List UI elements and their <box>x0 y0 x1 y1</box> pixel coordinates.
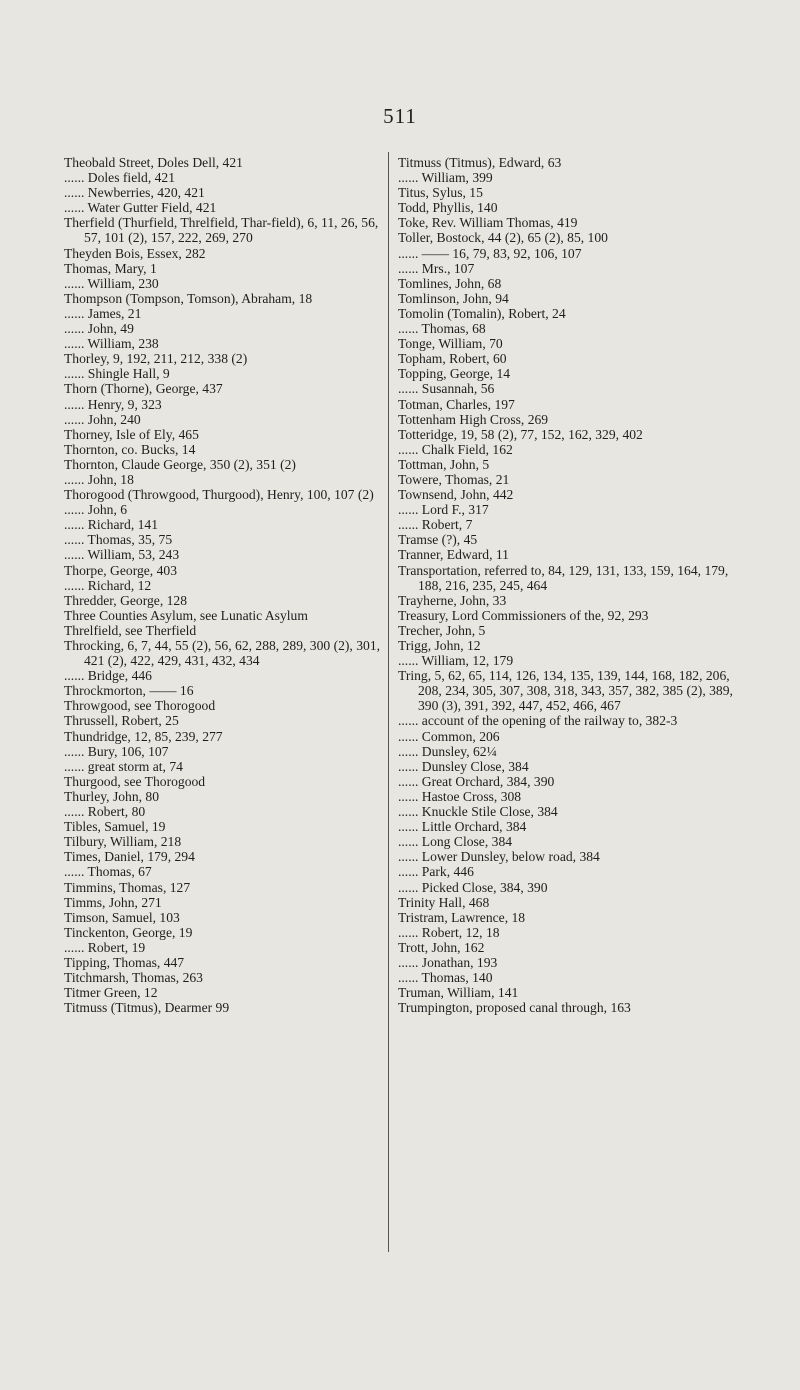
index-entry: Tonge, William, 70 <box>398 336 503 352</box>
index-entry: Therfield (Thurfield, Threlfield, Thar-field), 6, 11, 26, 56, 57, 101 (2), 157, 222, 269, 270 <box>64 215 379 246</box>
index-entry: ...... Dunsley, 62¼ <box>398 743 497 759</box>
index-entry: Trott, John, 162 <box>398 939 485 955</box>
index-entry: ...... Robert, 80 <box>64 804 146 820</box>
index-entry: ...... Richard, 141 <box>64 517 159 533</box>
index-entry: Totman, Charles, 197 <box>398 396 515 412</box>
index-column-right <box>398 155 736 1015</box>
index-entry: Tottman, John, 5 <box>398 456 490 472</box>
index-entry: Tring, 5, 62, 65, 114, 126, 134, 135, 139, 144, 168, 182, 206, 208, 234, 305, 307, 308, 318, 343, 357, 382, 385 (2), 389, 390 (3), 391, 392, 447, 452, 466, 467 <box>398 668 733 714</box>
index-entry: Topham, Robert, 60 <box>398 351 507 367</box>
index-column-left <box>64 155 384 1015</box>
index-entry: Threlfield, see Therfield <box>64 622 197 638</box>
index-entry: Thundridge, 12, 85, 239, 277 <box>64 728 223 744</box>
index-entry: ...... Robert, 12, 18 <box>398 924 500 940</box>
index-entry: Throwgood, see Thorogood <box>64 698 216 714</box>
index-entry: Tristram, Lawrence, 18 <box>398 909 526 925</box>
index-entry: Titus, Sylus, 15 <box>398 185 483 201</box>
index-entry: ...... William, 53, 243 <box>64 547 180 563</box>
index-entry: Thomas, Mary, 1 <box>64 260 157 276</box>
index-entry: Townsend, John, 442 <box>398 487 514 503</box>
index-entry: Toke, Rev. William Thomas, 419 <box>398 215 578 231</box>
index-entry: ...... Mrs., 107 <box>398 260 475 276</box>
index-entry: Throcking, 6, 7, 44, 55 (2), 56, 62, 288, 289, 300 (2), 301, 421 (2), 422, 429, 431, 432, 434 <box>64 638 381 669</box>
index-entry: ...... Richard, 12 <box>64 577 152 593</box>
index-entry: Three Counties Asylum, see Lunatic Asylum <box>64 607 308 623</box>
index-entry: Times, Daniel, 179, 294 <box>64 849 195 865</box>
index-entry: Titmuss (Titmus), Dearmer 99 <box>64 1000 230 1016</box>
index-entry: Tomolin (Tomalin), Robert, 24 <box>398 305 566 321</box>
index-entry: Tramse (?), 45 <box>398 532 478 548</box>
index-entry: Throckmorton, —— 16 <box>64 683 194 699</box>
index-entry: ...... Water Gutter Field, 421 <box>64 200 217 216</box>
index-entry: ...... Great Orchard, 384, 390 <box>398 773 555 789</box>
index-entry: ...... William, 230 <box>64 275 159 291</box>
index-entry: ...... Thomas, 67 <box>64 864 152 880</box>
index-entry: Tomlinson, John, 94 <box>398 290 509 306</box>
index-entry: ...... Robert, 19 <box>64 939 146 955</box>
index-entry: Trinity Hall, 468 <box>398 894 490 910</box>
index-entry: ...... John, 240 <box>64 411 141 427</box>
index-entry: Tottenham High Cross, 269 <box>398 411 549 427</box>
index-entry: ...... John, 49 <box>64 321 134 337</box>
index-entry: ...... Long Close, 384 <box>398 834 513 850</box>
index-entry: ...... John, 6 <box>64 502 128 518</box>
index-entry: Transportation, referred to, 84, 129, 131, 133, 159, 164, 179, 188, 216, 235, 245, 464 <box>398 562 729 593</box>
index-entry: ...... Thomas, 35, 75 <box>64 532 173 548</box>
index-entry: Tibles, Samuel, 19 <box>64 819 166 835</box>
index-entry: ...... John, 18 <box>64 471 134 487</box>
index-entry: ...... Robert, 7 <box>398 517 473 533</box>
index-entry: Thorn (Thorne), George, 437 <box>64 381 223 397</box>
index-entry: ...... William, 238 <box>64 336 159 352</box>
index-entry: Tranner, Edward, 11 <box>398 547 509 563</box>
index-entry: ...... Picked Close, 384, 390 <box>398 879 548 895</box>
index-entry: Titmer Green, 12 <box>64 985 158 1001</box>
index-entry: Thurley, John, 80 <box>64 788 160 804</box>
index-entry: Tipping, Thomas, 447 <box>64 954 185 970</box>
index-entry: ...... Dunsley Close, 384 <box>398 758 529 774</box>
index-entry: Towere, Thomas, 21 <box>398 471 510 487</box>
index-entry: Timms, John, 271 <box>64 894 162 910</box>
index-entry: ...... Shingle Hall, 9 <box>64 366 170 382</box>
index-entry: ...... Lower Dunsley, below road, 384 <box>398 849 600 865</box>
column-divider <box>388 152 389 1252</box>
index-entry: Tinckenton, George, 19 <box>64 924 193 940</box>
index-entry: Timson, Samuel, 103 <box>64 909 180 925</box>
index-entry: ...... Common, 206 <box>398 728 500 744</box>
index-entry: ...... James, 21 <box>64 305 142 321</box>
index-entry: Thredder, George, 128 <box>64 592 188 608</box>
index-entry: ...... Jonathan, 193 <box>398 954 498 970</box>
index-entry: Todd, Phyllis, 140 <box>398 200 498 216</box>
index-entry: Trumpington, proposed canal through, 163 <box>398 1000 631 1016</box>
index-entry: ...... Knuckle Stile Close, 384 <box>398 804 558 820</box>
index-entry: Thorpe, George, 403 <box>64 562 177 578</box>
index-entry: Trigg, John, 12 <box>398 638 481 653</box>
index-entry: Thorley, 9, 192, 211, 212, 338 (2) <box>64 351 248 367</box>
index-entry: Truman, William, 141 <box>398 985 519 1001</box>
index-entry: Thurgood, see Thorogood <box>64 773 206 789</box>
index-entry: ...... Bury, 106, 107 <box>64 743 169 759</box>
index-entry: ...... William, 399 <box>398 170 493 186</box>
index-entry: Trayherne, John, 33 <box>398 592 507 608</box>
index-entry: Titchmarsh, Thomas, 263 <box>64 970 203 986</box>
index-entry: Theyden Bois, Essex, 282 <box>64 245 206 261</box>
index-entry: ...... Susannah, 56 <box>398 381 495 397</box>
index-entry: ...... Doles field, 421 <box>64 170 176 186</box>
index-entry: Treasury, Lord Commissioners of the, 92, 293 <box>398 607 649 623</box>
index-entry: ...... Thomas, 140 <box>398 970 493 986</box>
index-entry: Thompson (Tompson, Tomson), Abraham, 18 <box>64 290 313 306</box>
index-entry: Tomlines, John, 68 <box>398 275 502 291</box>
index-entry: Thornton, Claude George, 350 (2), 351 (2) <box>64 456 296 472</box>
index-entry: Toller, Bostock, 44 (2), 65 (2), 85, 100 <box>398 230 608 246</box>
index-entry: Trecher, John, 5 <box>398 622 486 638</box>
index-entry: ...... William, 12, 179 <box>398 653 514 669</box>
index-entry: ...... Newberries, 420, 421 <box>64 185 205 201</box>
index-entry: ...... Hastoe Cross, 308 <box>398 788 522 804</box>
index-entry: Topping, George, 14 <box>398 366 511 382</box>
index-entry: Thorogood (Throwgood, Thurgood), Henry, 100, 107 (2) <box>64 487 374 503</box>
index-entry: ...... Lord F., 317 <box>398 502 489 518</box>
index-entry: Timmins, Thomas, 127 <box>64 879 191 895</box>
index-entry: Thornton, co. Bucks, 14 <box>64 441 196 457</box>
index-entry: ...... Little Orchard, 384 <box>398 819 527 835</box>
index-entry: Titmuss (Titmus), Edward, 63 <box>398 155 562 170</box>
index-entry: ...... Henry, 9, 323 <box>64 396 162 412</box>
index-entry: Totteridge, 19, 58 (2), 77, 152, 162, 329, 402 <box>398 426 643 442</box>
index-entry: ...... Bridge, 446 <box>64 668 152 684</box>
index-entry: ...... Thomas, 68 <box>398 321 486 337</box>
index-entry: ...... account of the opening of the railway to, 382-3 <box>398 713 678 729</box>
index-entry: ...... Park, 446 <box>398 864 474 880</box>
index-entry: ...... Chalk Field, 162 <box>398 441 513 457</box>
index-entry: ...... great storm at, 74 <box>64 758 183 774</box>
index-entry: Tilbury, William, 218 <box>64 834 182 850</box>
index-entry: Thorney, Isle of Ely, 465 <box>64 426 199 442</box>
index-entry: Theobald Street, Doles Dell, 421 <box>64 155 243 170</box>
index-entry: ...... —— 16, 79, 83, 92, 106, 107 <box>398 245 582 261</box>
index-entry: Thrussell, Robert, 25 <box>64 713 179 729</box>
page-number: 511 <box>383 104 417 128</box>
